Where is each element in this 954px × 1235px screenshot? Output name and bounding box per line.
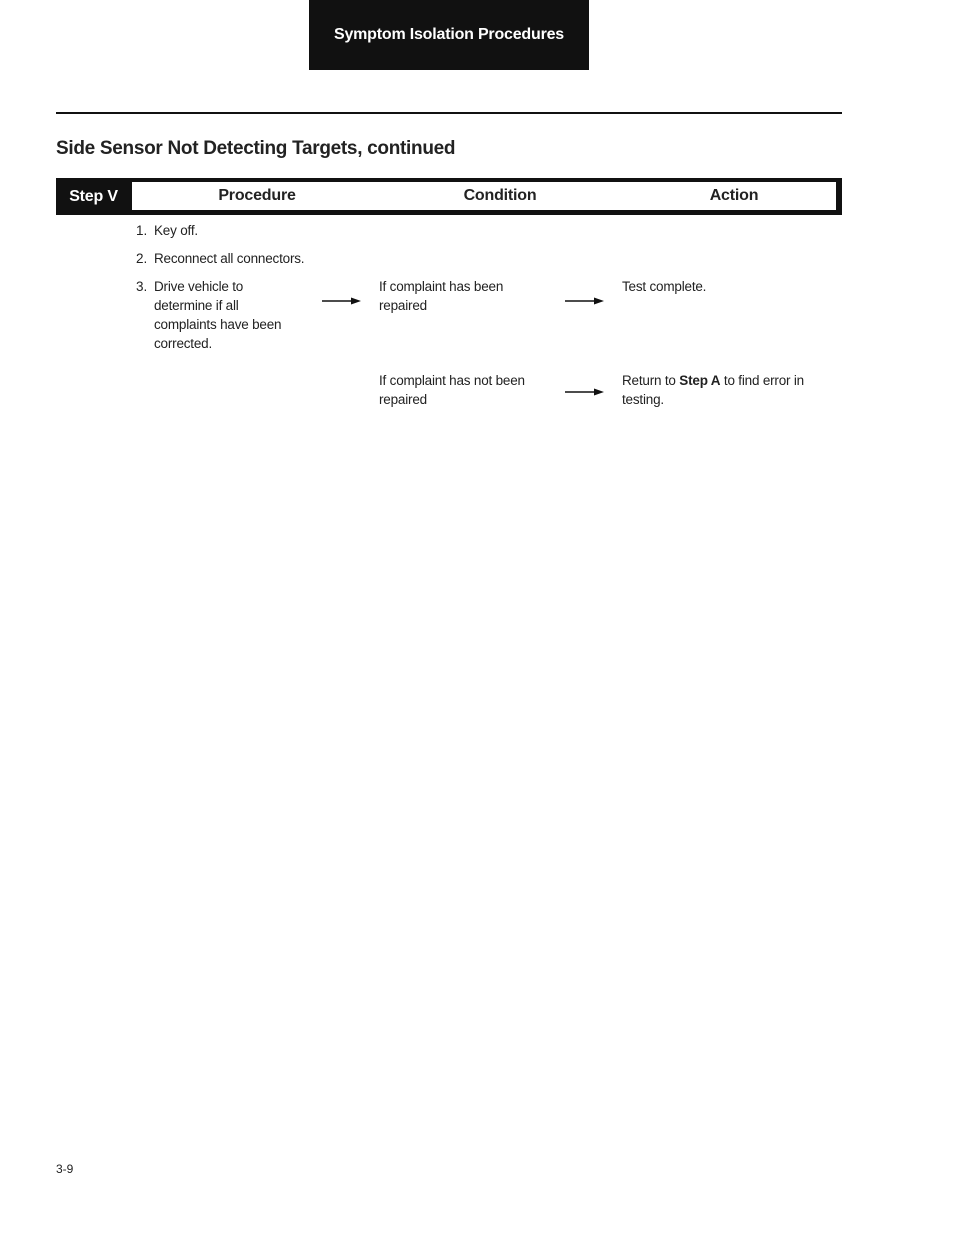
- section-tab: [309, 0, 589, 70]
- action-text-suffix: to find error in testing.: [622, 373, 804, 407]
- column-header-procedure: Procedure: [218, 187, 296, 204]
- page-number: 3-9: [56, 1162, 74, 1176]
- page-title: Side Sensor Not Detecting Targets, continued: [56, 138, 456, 159]
- column-header-condition: Condition: [463, 187, 537, 204]
- procedure-number: 3.: [136, 279, 148, 294]
- condition-text: If complaint has been repaired: [379, 279, 504, 313]
- procedure-step: Key off.: [154, 223, 198, 238]
- procedure-number: 1.: [136, 223, 148, 238]
- step-reference: Step A: [679, 373, 721, 388]
- arrow-right-icon: [322, 296, 362, 306]
- procedure-step: Reconnect all connectors.: [154, 251, 305, 266]
- action-text: Test complete.: [622, 279, 707, 294]
- header-rule: [56, 112, 842, 114]
- action-text-prefix: Return to: [622, 373, 680, 388]
- step-label: Step V: [69, 187, 118, 205]
- section-tab-label: Symptom Isolation Procedures: [333, 26, 564, 43]
- action-text: [622, 371, 822, 409]
- procedure-number: 2.: [136, 251, 148, 266]
- condition-text: If complaint has not been repaired: [379, 373, 525, 407]
- column-header-action: Action: [709, 187, 759, 204]
- arrow-right-icon: [565, 387, 605, 397]
- procedure-step: Drive vehicle to determine if all complaints have been corrected.: [154, 279, 282, 351]
- arrow-right-icon: [565, 296, 605, 306]
